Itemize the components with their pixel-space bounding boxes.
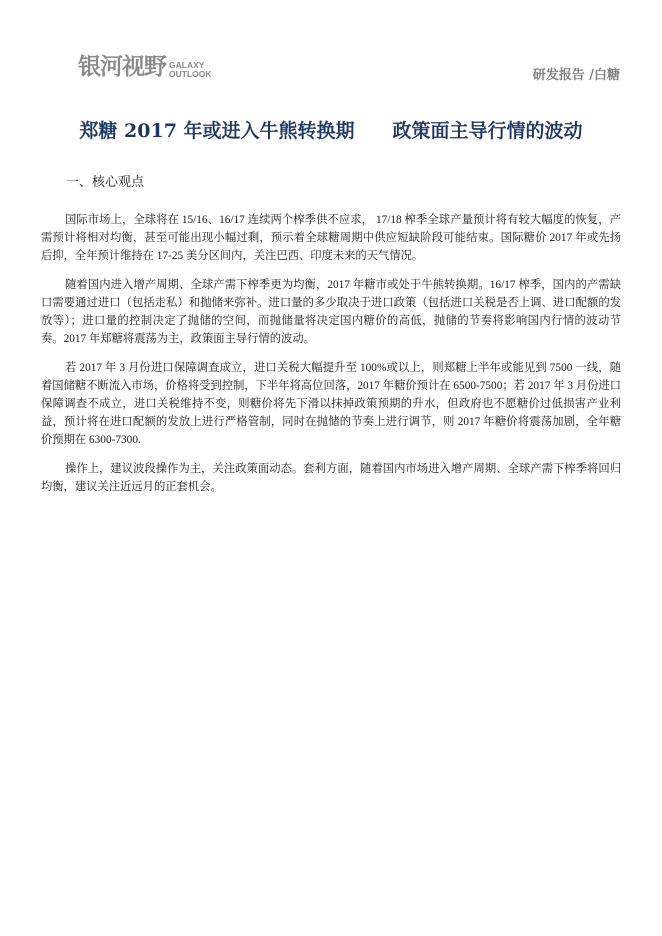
paragraph-trading-advice: 操作上，建议波段操作为主，关注政策面动态。套利方面，随着国内市场进入增产周期、全球产需下榨季将回归均衡，建议关注近远月的正套机会。 — [41, 463, 621, 493]
page-header — [0, 0, 662, 100]
galaxy-outlook-logo — [78, 50, 212, 84]
paragraph-price-scenarios: 若 2017 年 3 月份进口保障调查成立，进口关税大幅提升至 100%或以上，则郑糖上半年或能见到 7500 一线，随着国储糖不断流入市场，价格将受到控制，下半年将高位回落，2017 年糖价预计在 6500-7500；若 2017 年 3 月份进口保障调查不成立，进口关税维持不变，则糖价将先下滑以抹掉政策预期的升水，但政府也不愿糖价过低损害产业利益，预计将在进口配额的发放上进行严格管制，同时在抛储的节奏上进行调节，则 2017 年糖价将震荡加剧，全年糖价预期在 6300-7300. — [41, 362, 621, 446]
report-category-tag: 研发报告 /白糖 — [532, 68, 620, 83]
paragraph-domestic-cycle: 随着国内进入增产周期、全球产需下榨季更为均衡，2017 年糖市或处于牛熊转换期。16/17 榨季，国内的产需缺口需要通过进口（包括走私）和抛储来弥补。进口量的多少取决于进口政策（包括进口关税是否上调、进口配额的发放等）；进口量的控制决定了抛储的空间，而抛储量将决定国内糖价的高低，抛储的节奏将影响国内行情的波动节奏。2017 年郑糖将震荡为主，政策面主导行情的波动。 — [41, 279, 621, 345]
section-heading-core-views: 一、核心观点 — [66, 175, 145, 190]
body-content — [41, 211, 621, 507]
logo-english-text — [169, 56, 212, 79]
logo-tiny-text: ····· ····· — [169, 55, 195, 61]
title-part-1: 郑糖 2017 年或进入牛熊转换期 — [79, 120, 355, 142]
title-part-2: 政策面主导行情的波动 — [392, 120, 583, 142]
logo-english-line2: OUTLOOK — [169, 68, 212, 79]
paragraph-international-market: 国际市场上，全球将在 15/16、16/17 连续两个榨季供不应求， 17/18 榨季全球产量预计将有较大幅度的恢复，产需预计将相对均衡，甚至可能出现小幅过剩，预示着全球糖周期中供应短缺阶段可能结束。国际糖价 2017 年或先扬后抑，全年预计维持在 17-25 美分区间内，关注巴西、印度未来的天气情况。 — [41, 214, 621, 262]
logo-english-line1: GALAXY — [169, 59, 205, 70]
document-title — [0, 116, 662, 143]
logo-chinese-text: 银河视野 — [78, 54, 166, 80]
